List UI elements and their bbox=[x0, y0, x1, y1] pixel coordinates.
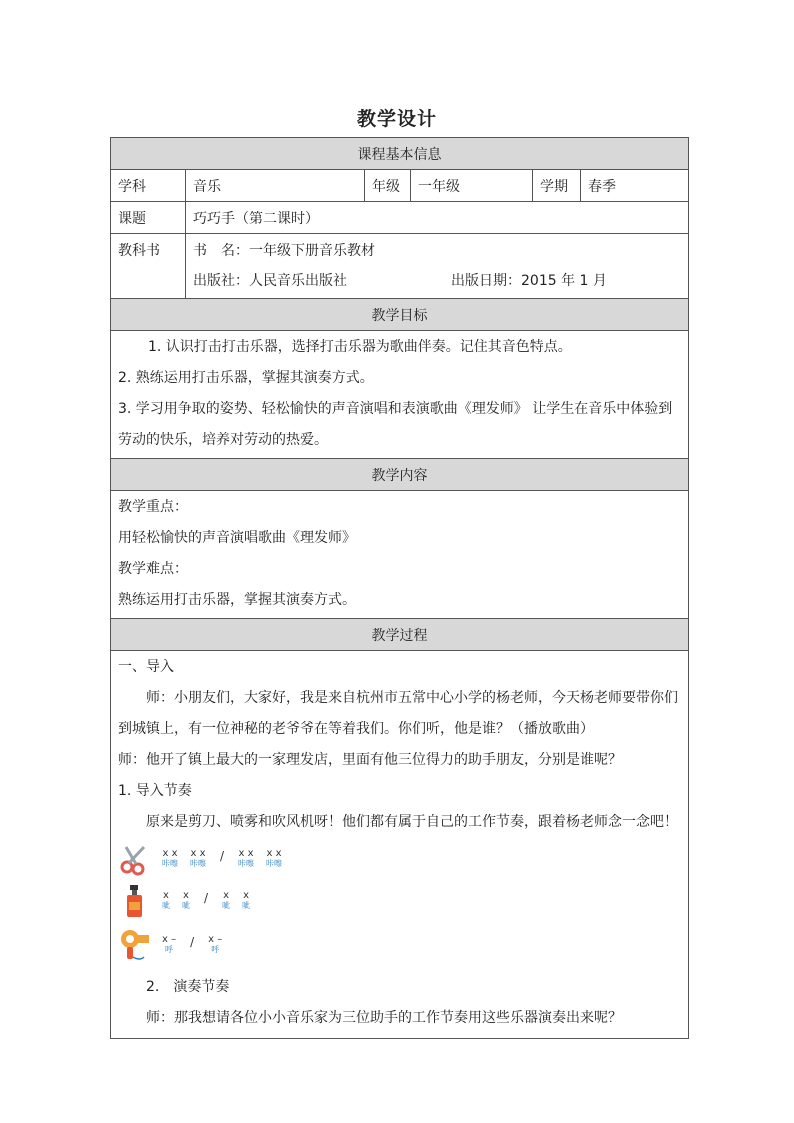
note-syllable: 呲 bbox=[182, 901, 190, 910]
bar-line: / bbox=[190, 935, 195, 949]
note-syllable: 呼 bbox=[165, 945, 174, 954]
hair-dryer-icon bbox=[118, 927, 152, 963]
section-title: 教学目标 bbox=[111, 299, 689, 331]
process-row bbox=[111, 651, 689, 1039]
process-cell bbox=[111, 651, 689, 1039]
note-syllable: 咔嚓 bbox=[162, 859, 178, 868]
goal-item: 3. 学习用争取的姿势、轻松愉快的声音演唱和表演歌曲《理发师》 让学生在音乐中体验到劳动的快乐，培养对劳动的热爱。 bbox=[118, 401, 673, 448]
section-title: 教学过程 bbox=[111, 619, 689, 651]
note-symbol: x bbox=[163, 890, 169, 901]
content-row bbox=[111, 491, 689, 619]
step-2-heading: 2. 演奏节奏 bbox=[146, 979, 230, 995]
subject-label: 学科 bbox=[111, 170, 186, 202]
publisher-line bbox=[193, 266, 681, 296]
subject-value: 音乐 bbox=[186, 170, 365, 202]
section-content bbox=[111, 459, 689, 491]
note-syllable: 呲 bbox=[162, 901, 170, 910]
rhythm-note bbox=[238, 849, 254, 869]
note-symbol: x bbox=[243, 890, 249, 901]
note-symbol: x – bbox=[208, 934, 223, 945]
key-point-text: 用轻松愉快的声音演唱歌曲《理发师》 bbox=[118, 530, 356, 546]
textbook-details bbox=[186, 234, 689, 299]
grade-value: 一年级 bbox=[411, 170, 533, 202]
note-symbol: x x bbox=[238, 848, 254, 859]
goal-item: 1. 认识打击打击乐器，选择打击乐器为歌曲伴奏。记住其音色特点。 bbox=[148, 339, 572, 355]
term-label: 学期 bbox=[533, 170, 581, 202]
rhythm-note bbox=[208, 935, 222, 955]
note-syllable: 咔嚓 bbox=[190, 859, 206, 868]
key-point-label: 教学重点： bbox=[118, 499, 188, 515]
note-symbol: x x bbox=[266, 848, 282, 859]
note-syllable: 咔嚓 bbox=[266, 859, 283, 868]
rhythm-note bbox=[162, 891, 170, 911]
rhythm-intro: 原来是剪刀、喷雾和吹风机呀！他们都有属于自己的工作节奏，跟着杨老师念一念吧！ bbox=[146, 814, 678, 830]
scissors-rhythm bbox=[118, 838, 681, 880]
rhythm-note bbox=[162, 935, 176, 955]
intro-paragraph-2: 师：他开了镇上最大的一家理发店，里面有他三位得力的助手朋友，分别是谁呢？ bbox=[118, 752, 622, 768]
topic-row bbox=[111, 202, 689, 234]
topic-value: 巧巧手（第二课时） bbox=[186, 202, 689, 234]
goals-cell bbox=[111, 331, 689, 459]
rhythm-notes bbox=[162, 935, 222, 955]
section-title: 课程基本信息 bbox=[111, 138, 689, 170]
publisher: 出版社：人民音乐出版社 bbox=[193, 273, 347, 289]
bar-line: / bbox=[204, 891, 209, 905]
info-row bbox=[111, 170, 689, 202]
rhythm-note bbox=[162, 849, 178, 869]
note-symbol: x – bbox=[162, 934, 177, 945]
document-title: 教学设计 bbox=[356, 108, 437, 130]
section-basic-info bbox=[111, 138, 689, 170]
note-symbol: x x bbox=[190, 848, 206, 859]
rhythm-notes bbox=[162, 891, 250, 911]
rhythm-note bbox=[266, 849, 282, 869]
note-symbol: x bbox=[183, 890, 189, 901]
spray-bottle-icon bbox=[118, 883, 152, 919]
lesson-plan-table bbox=[110, 137, 689, 1039]
difficulty-text: 熟练运用打击乐器，掌握其演奏方式。 bbox=[118, 592, 356, 608]
textbook-row bbox=[111, 234, 689, 299]
dryer-rhythm bbox=[118, 922, 681, 968]
scissors-icon bbox=[118, 841, 152, 877]
goal-item: 2. 熟练运用打击乐器，掌握其演奏方式。 bbox=[118, 370, 374, 386]
section-process bbox=[111, 619, 689, 651]
topic-label: 课题 bbox=[111, 202, 186, 234]
note-syllable: 咔嚓 bbox=[238, 859, 255, 868]
intro-paragraph: 师：小朋友们，大家好，我是来自杭州市五常中心小学的杨老师，今天杨老师要带你们到城镇上，有一位神秘的老爷爷在等着我们。你们听，他是谁？（播放歌曲） bbox=[118, 690, 678, 737]
note-syllable: 呲 bbox=[222, 901, 231, 910]
note-symbol: x bbox=[223, 890, 229, 901]
publish-date: 出版日期：2015 年 1 月 bbox=[451, 273, 607, 289]
note-symbol: x x bbox=[162, 848, 178, 859]
grade-label: 年级 bbox=[365, 170, 411, 202]
section-goals bbox=[111, 299, 689, 331]
goals-row bbox=[111, 331, 689, 459]
rhythm-note bbox=[222, 891, 230, 911]
content-cell bbox=[111, 491, 689, 619]
term-value: 春季 bbox=[581, 170, 689, 202]
textbook-label: 教科书 bbox=[111, 234, 186, 299]
bar-line: / bbox=[220, 849, 225, 863]
rhythm-note bbox=[182, 891, 190, 911]
section-title: 教学内容 bbox=[111, 459, 689, 491]
rhythm-note bbox=[242, 891, 250, 911]
step-1-heading: 1. 导入节奏 bbox=[118, 783, 192, 799]
difficulty-label: 教学难点： bbox=[118, 561, 188, 577]
note-syllable: 呲 bbox=[242, 901, 251, 910]
spray-rhythm bbox=[118, 880, 681, 922]
rhythm-note bbox=[190, 849, 206, 869]
performance-paragraph: 师：那我想请各位小小音乐家为三位助手的工作节奏用这些乐器演奏出来呢？ bbox=[146, 1010, 622, 1026]
book-name: 书 名：一年级下册音乐教材 bbox=[193, 243, 375, 259]
note-syllable: 呼 bbox=[211, 945, 220, 954]
intro-heading: 一、导入 bbox=[118, 659, 174, 675]
rhythm-notes bbox=[162, 849, 282, 869]
